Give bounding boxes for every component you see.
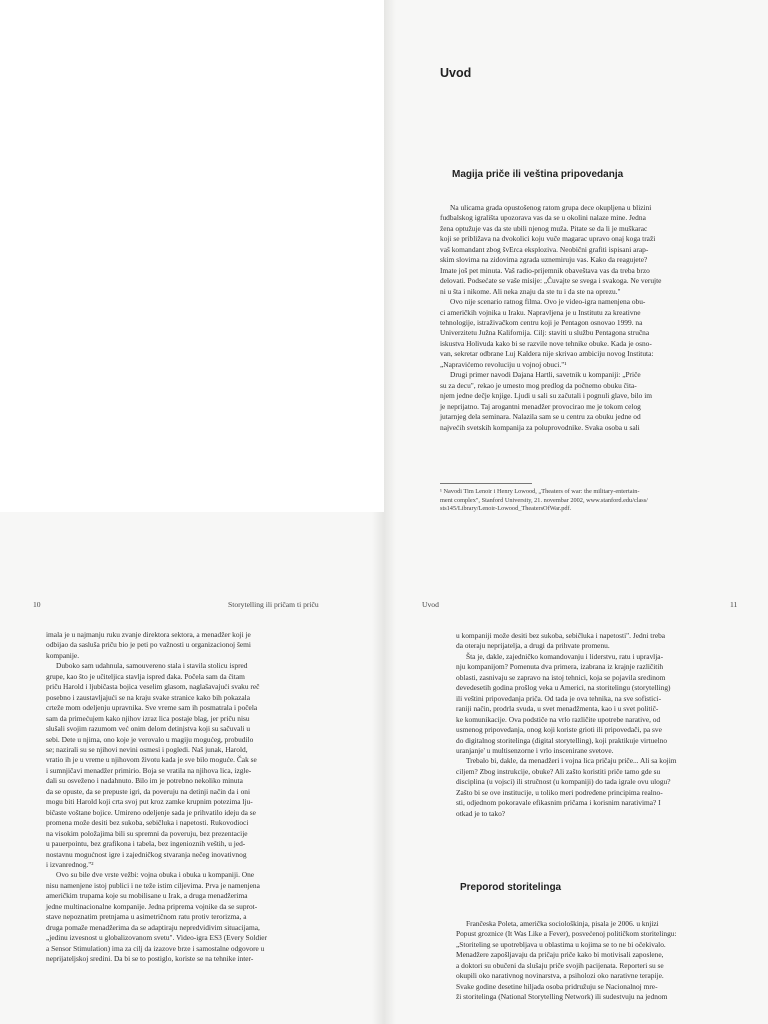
text-line: Duboko sam udahnula, samouvereno stala i stavila stolicu ispred — [56, 661, 248, 671]
text-line: tehnologije, istraživačkom centru koji je Pentagon osnovao 1999. na — [440, 317, 643, 327]
text-line: Univerzitetu Južna Kalifornija. Cilj: staviti u službu Pentagona stručna — [440, 328, 650, 338]
text-line: njem jedne dečje knjige. Ljudi u sali su začutali i pognuli glave, bilo im — [440, 391, 653, 401]
text-line: neprijateljskoj sredini. Da bi se to postiglo, koriste se na tehnike inter- — [46, 954, 254, 964]
text-line: ni u šta i nikome. Ali neka znaju da ste tu i da ste na oprezu." — [440, 286, 621, 296]
text-line: promena može desiti bez sukoba, sebičluka i napetosti. Rukovodioci — [46, 818, 249, 828]
text-line: nju kompanijom? Pomenuta dva primera, izabrana iz krajnje različitih — [456, 662, 664, 672]
text-line: američkim trupama koje su mobilisane u Irak, a druga menadžerima — [46, 891, 248, 901]
text-line: i izvanrednog."² — [46, 859, 94, 869]
text-line: da se opuste, da se prepuste igri, da poveruju na detinji način da i oni — [46, 786, 251, 796]
text-line: devedesetih godina prošlog veka u Americi, na storitelingu (storytelling) — [456, 683, 671, 693]
gutter-shadow — [384, 0, 396, 512]
text-line: najvećih svetskih kompanija za poluprovodnike. Svaka osoba u sali — [440, 422, 640, 432]
text-line: fudbalskog igrališta upozorava vas da se u okolini nalaze mine. Jedna — [440, 213, 646, 223]
text-line: bičaste voštane bojice. Umireno odeljenje sada je prihvatilo ideju da se — [46, 807, 256, 817]
text-line: Popust groznice (It Was Like a Fever), posvećenoj političkom storitelingu: — [456, 929, 677, 939]
text-line: u kompaniji može desiti bez sukoba, sebičluka i napetosti". Jedni treba — [456, 631, 666, 640]
text-line: i sumnjičavi menadžer primirio. Boja se vratila na njihova lica, izgle- — [46, 765, 252, 775]
text-line: skim slovima na zidovima zgrada uznemiruju vas. Kako da reagujete? — [440, 255, 648, 265]
text-line: „Napravićemo revoluciju u vojnoj obuci."¹ — [440, 359, 567, 369]
text-line: a doktori su obučeni da slušaju priče svojih pacijenata. Reporteri su se — [456, 960, 664, 970]
section-title: Magija priče ili veština pripovedanja — [452, 169, 624, 180]
body-text — [456, 631, 756, 819]
footnote-line: ¹ Navodi Tim Lenoir i Henry Lowood, „Theaters of war: the military-entertain- — [440, 488, 640, 495]
text-line: Svake godine desetine hiljada osoba pridružuju se Nacionalnoj mre- — [456, 981, 658, 991]
chapter-title: Uvod — [440, 66, 472, 80]
text-line: Ovo su bile dve vrste vežbi: vojna obuka i obuka u kompaniji. One — [56, 870, 255, 880]
text-line: Zašto bi se ove institucije, u toliko meri podređene principima realno- — [456, 787, 663, 797]
text-line: do digitalnog storitelinga (digital storytelling), koji praktikuje virtuelno — [456, 735, 668, 745]
page-number: 10 — [33, 600, 41, 609]
text-line: sebi. Dete u njima, ono koje je verovalo u magiju mogućeg, probudilo — [46, 734, 254, 744]
footnote-rule — [440, 483, 532, 484]
text-line: u pauerpointu, bez grafikona i tabela, bez ingenioznih veštih, u jed- — [46, 839, 246, 849]
text-line: priču Harold i ljubičasta bojica veselim glasom, naglašavajući svaku reč — [46, 682, 260, 692]
text-line: na visokim položajima bili su spremni da poveruju, bez prezentacije — [46, 828, 248, 838]
text-line: ci američkih vojnika u Iraku. Napravljena je u Institutu za kreativne — [440, 307, 641, 317]
text-line: imala je u najmanju ruku zvanje direktora sektora, a menadžer koji je — [46, 630, 251, 639]
text-line: su za decu", rekao je umesto mog predlog da počnemo obuku čita- — [440, 380, 637, 390]
text-line: se; nazirali su se njihovi nevini osmesi i pogledi. Naš junak, Harold, — [46, 744, 248, 754]
text-line: Trebalo bi, dakle, da menadžeri i vojna lica pričaju priče... Ali sa kojim — [466, 756, 677, 766]
text-line: je neprijatno. Taj arogantni menadžer provocirao me je tokom celog — [440, 401, 641, 411]
text-line: Šta je, dakle, zajedničko komandovanju i liderstvu, ratu i upravlja- — [466, 651, 664, 661]
text-line: disciplina (u vojsci) ili stručnost (u kompaniji) do tada igrale ovu ulogu? — [456, 777, 671, 787]
text-line: ži storitelinga (National Storytelling Network) ili sudestvuju na jednom — [456, 992, 668, 1002]
page-number: 11 — [730, 600, 738, 609]
text-line: odbijao da sasluša priču bio je peti po važnosti u organizacionoj šemi — [46, 640, 251, 650]
text-line: sti, odjednom pokoravale efikasnim pričama i korisnim narativima? I — [456, 798, 661, 808]
text-line: vaš komandant zbog švErca eksploziva. Neobični grafiti ispisani arap- — [440, 244, 649, 254]
text-line: ili veštini pripovedanja priča. Od tada je ova tehnika, na sve sofistici- — [456, 693, 662, 703]
blank-page — [0, 0, 384, 512]
text-line: raniji način, prodrla svuda, u svet menadžmenta, kao i u svet politič- — [456, 704, 659, 714]
text-line: otkad je to tako? — [456, 808, 506, 818]
text-line: okupili oko narativnog novinarstva, a psiholozi oko narativne terapije. — [456, 971, 664, 981]
footnote-line: ment complex", Stanford University, 21. novembar 2002, www.stanford.edu/class/ — [440, 496, 648, 504]
text-line: „Storiteling se upotrebljava u oblastima u kojima se to ne bi očekivalo. — [456, 939, 666, 949]
body-text — [456, 919, 756, 1003]
gutter-shadow — [384, 512, 396, 1024]
text-line: Frančeska Poleta, američka sociološkinja, pisala je 2006. u knjizi — [466, 919, 659, 928]
text-line: van, sekretar odbrane Luj Kaldera nije skrivao ambiciju novog Instituta: — [440, 349, 654, 359]
text-line: žena optužuje vas da ste ubili njenog muža. Pitate se da li je muškarac — [440, 223, 648, 233]
text-line: stave nepoznatim pretnjama u asimetričnom ratu protiv terorizma, a — [46, 912, 247, 922]
text-line: crteže mom odeljenju upravnika. Sve vreme sam ih posmatrala i počela — [46, 703, 258, 713]
text-line: grupe, kao što je učiteljica stavlja ispred đaka. Počela sam da čitam — [46, 671, 245, 681]
text-line: jedne multinacionalne kompanije. Jedna priprema vojnike da se suprot- — [46, 901, 258, 911]
text-line: Drugi primer navodi Dajana Hartli, savetnik u kompaniji: „Priče — [450, 370, 641, 380]
text-line: Na ulicama grada opustošenog ratom grupa dece okupljena u blizini — [450, 203, 652, 212]
footnote-line: sts145/Library/Lenoir-Lowood_TheatersOfWar.pdf. — [440, 505, 572, 512]
footnote — [440, 488, 758, 512]
text-line: mogu biti Harold koji crta svoj put kroz zamke krupnim potezima lju- — [46, 797, 253, 807]
page-intro-start — [384, 0, 768, 512]
text-line: „jedinu izvesnost u globalizovanom svetu". Video-igra ES3 (Every Soldier — [46, 933, 268, 943]
text-line: Ovo nije scenario ratnog filma. Ovo je video-igra namenjena obu- — [450, 297, 646, 307]
text-line: vratio ih je u vreme u njihovom životu kada je sve bilo moguće. Čak se — [46, 755, 257, 765]
body-text — [46, 630, 364, 965]
text-line: ciljem? Zbog instrukcije, obuke? Ali zašto koristiti priče tamo gde su — [456, 766, 661, 776]
text-line: da oteraju neprijatelja, a drugi da prihvate promenu. — [456, 641, 610, 651]
text-line: dali su osveženo i nadahnuto. Bilo im je potrebno nekoliko minuta — [46, 776, 243, 786]
text-line: nostavnu mogućnost igre i zajedničkog stvaranja nečeg inovativnog — [46, 849, 247, 859]
text-line: kompanije. — [46, 650, 80, 660]
text-line: koji se približava na dvokolici koju vuče magarac upravo onaj koga traži — [440, 234, 656, 244]
text-line: jutarnjeg dela seminara. Nalazila sam se u centru za obuku jedne od — [440, 412, 641, 422]
text-line: sam da primećujem kako njihov izraz lica postaje blag, jer priču nisu — [46, 713, 250, 723]
text-line: usmenog pripovedanja, onog koji koriste grioti ili pripovedači, pa sve — [456, 725, 662, 735]
running-head: Uvod — [422, 600, 439, 609]
text-line: posebno i zaustavljajući se na kraju svake stranice kako bih pokazala — [46, 692, 250, 702]
page-10 — [0, 512, 384, 1024]
text-line: a Sensor Stimulation) ima za cilj da izazove brze i samostalne odgovore u — [46, 943, 265, 953]
gutter-shadow — [372, 512, 384, 1024]
text-line: oblasti, zasnivaju se zapravo na istoj tehnici, koja se pojavila sredinom — [456, 672, 666, 682]
text-line: iskustva Holivuda kako bi se razvile nove tehnike obuke. Kada je osno- — [440, 338, 652, 348]
text-line: nisu namenjene istoj publici i ne teže istim ciljevima. Prva je namenjena — [46, 880, 260, 890]
text-line: ke komunikacije. Ova podstiče na vrlo različite upotrebe narative, od — [456, 714, 661, 724]
text-line: Menadžere zapošljavaju da pričaju priče kako bi motivisali zaposlene, — [456, 950, 664, 960]
text-line: druga pomaže menadžerima da se adaptiraju nepredvidivim situacijama, — [46, 922, 260, 932]
text-line: Imate još pet minuta. Vaš radio-prijemnik obaveštava vas da treba brzo — [440, 265, 650, 275]
running-head: Storytelling ili pričam ti priču — [228, 600, 319, 609]
text-line: slušali svojim razumom već onim delom detinjstva koji su sačuvali u — [46, 724, 251, 734]
body-text — [440, 203, 758, 433]
page-11 — [384, 512, 768, 1024]
text-line: uranjanje' u multisenzorne i vrlo inscenirane svetove. — [456, 745, 614, 755]
text-line: delovati. Podsećate se vaše misije: „Čuvajte se svega i svakoga. Ne verujte — [440, 276, 662, 286]
section-title: Preporod storitelinga — [460, 882, 562, 893]
